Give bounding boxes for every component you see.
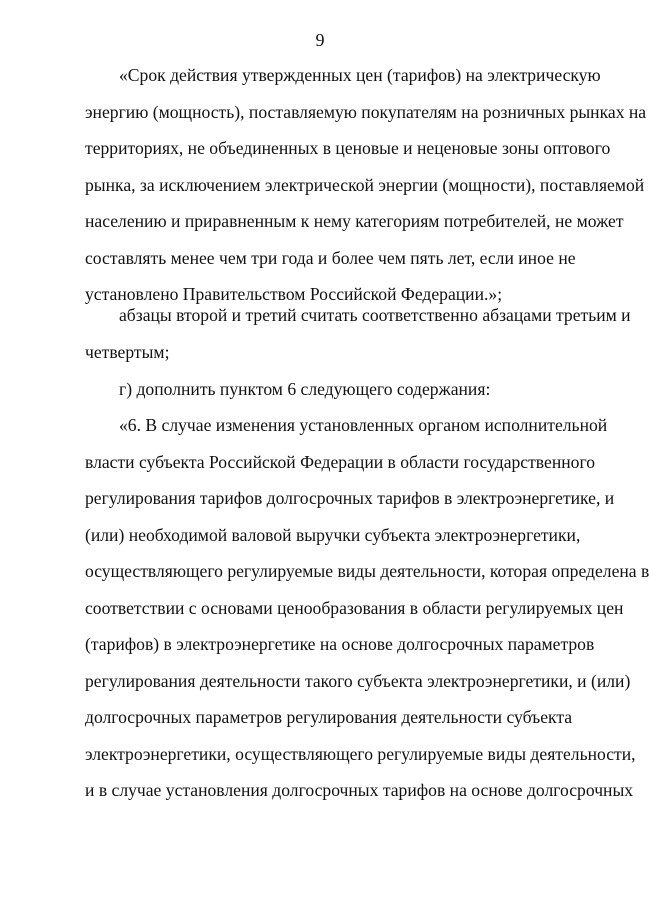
text-line: г) дополнить пунктом 6 следующего содержания:: [119, 379, 491, 399]
text-line: власти субъекта Российской Федерации в области государственного: [85, 451, 596, 472]
text-line: (или) необходимой валовой выручки субъекта электроэнергетики,: [85, 524, 581, 545]
paragraph-renumber-subparagraphs: [85, 297, 631, 370]
text-line: «6. В случае изменения установленных органом исполнительной: [119, 415, 608, 435]
page-number: 9: [315, 30, 325, 50]
paragraph-item-6-text: [85, 407, 649, 809]
text-line: энергию (мощность), поставляемую покупателям на розничных рынках на: [85, 101, 647, 122]
paragraph-add-item-6: [85, 371, 570, 408]
text-line: электроэнергетики, осуществляющего регулируемые виды деятельности,: [85, 743, 636, 764]
text-line: (тарифов) в электроэнергетике на основе долгосрочных параметров: [85, 634, 595, 654]
text-line: абзацы второй и третий считать соответственно абзацами третьим и: [119, 305, 631, 325]
paragraph-tariff-validity-quote: [85, 57, 647, 313]
text-line: составлять менее чем три года и более чем пять лет, если иное не: [85, 247, 576, 268]
text-line: рынка, за исключением электрической энергии (мощности), поставляемой: [85, 174, 645, 195]
text-line: осуществляющего регулируемые виды деятельности, которая определена в: [85, 561, 649, 581]
text-line: соответствии с основами ценообразования в области регулируемых цен: [85, 597, 624, 618]
text-line: долгосрочных параметров регулирования деятельности субъекта: [85, 707, 573, 727]
text-line: «Срок действия утвержденных цен (тарифов) на электрическую: [119, 65, 601, 85]
text-line: регулирования тарифов долгосрочных тарифов в электроэнергетике, и: [85, 488, 615, 508]
text-line: и в случае установления долгосрочных тарифов на основе долгосрочных: [85, 780, 634, 800]
text-line: установлено Правительством Российской Федерации.»;: [85, 284, 503, 304]
text-line: четвертым;: [85, 341, 170, 362]
text-line: регулирования деятельности такого субъекта электроэнергетики, и (или): [85, 670, 631, 691]
text-line: населению и приравненным к нему категориям потребителей, не может: [85, 211, 624, 231]
text-line: территориях, не объединенных в ценовые и неценовые зоны оптового: [85, 138, 611, 158]
